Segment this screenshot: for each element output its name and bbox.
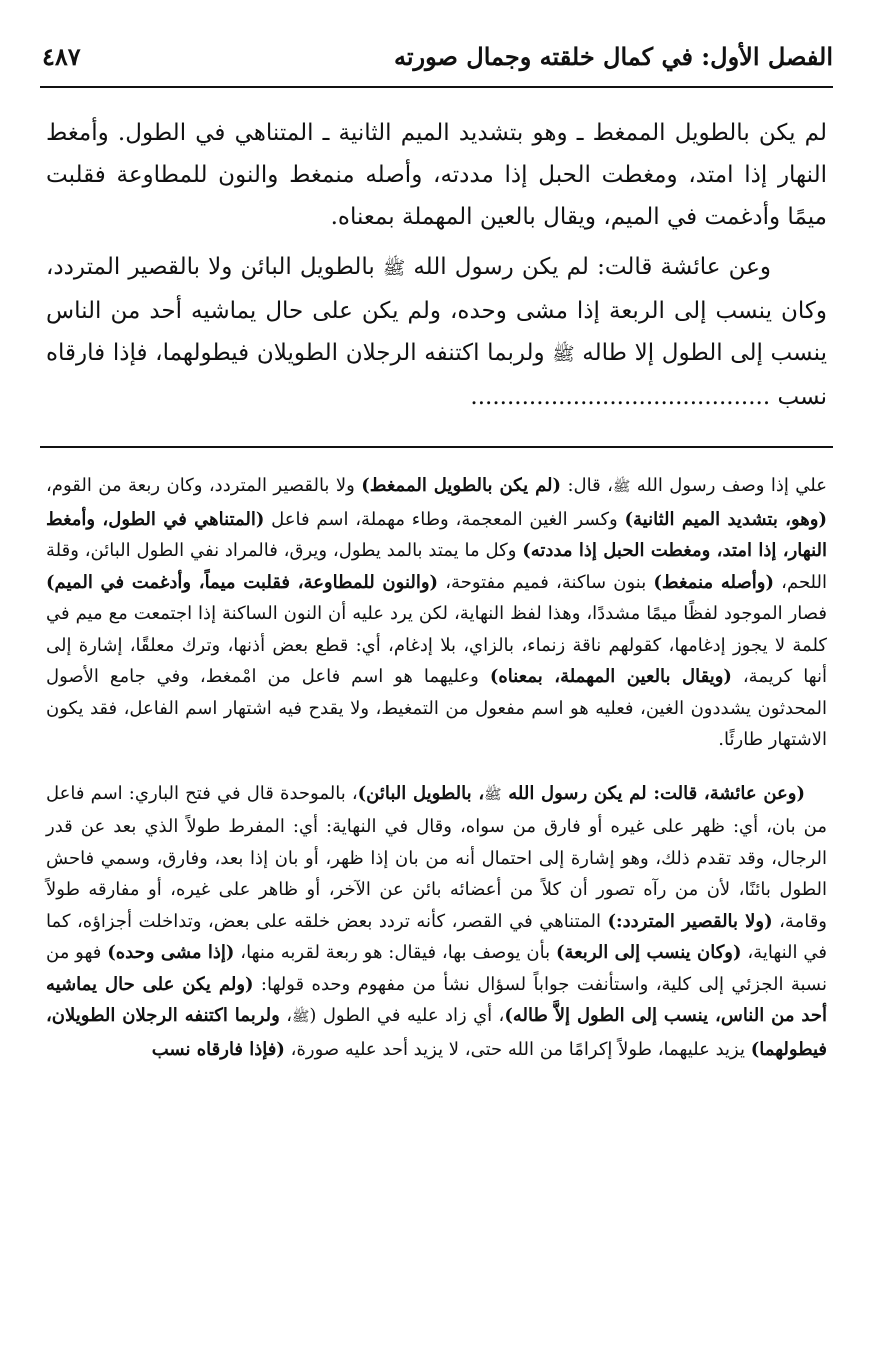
quoted-matn: ولربما اكتنفه الرجلان الطويلان، فيطولهما) — [46, 1005, 827, 1060]
commentary-segment: وكل ما يمتد بالمد يطول، ويرق، فالمراد نفي الطول البائن، وقلة اللحم، — [46, 540, 828, 593]
salla-ligature: ﷺ — [552, 344, 575, 365]
hadith-text — [46, 112, 827, 418]
commentary-segment: المتناهي في القصر، كأنه تردد بعض خلقه على بعض، وتداخلت أجزاؤه، كما في النهاية، — [46, 910, 827, 963]
commentary-paragraph-1 — [46, 470, 827, 756]
commentary-segment: ، أي زاد عليه في الطول ( — [309, 1005, 505, 1026]
quoted-matn: (وأصله منمغط) — [653, 571, 774, 593]
commentary-segment: وعليهما هو اسم فاعل من امْمغط، وفي جامع الأصول المحدثون يشددون الغين، فعليه هو اسم مفعول من التمغيط، ولا يقدح فيه اشتهار اسم الفاعل، فقد يكون الاشتهار طارئًا. — [46, 666, 827, 750]
commentary-paragraph-2 — [46, 778, 827, 1066]
main-text-segment: وعن عائشة قالت: لم يكن رسول الله — [405, 254, 771, 280]
commentary-segment: ولا بالقصير المتردد، وكان ربعة من القوم، — [46, 475, 362, 496]
commentary-segment: فهو من نسبة الجزئي إلى كلية، واستأنفت جواباً لسؤال نشأ من مفهوم وحده قولها: — [46, 942, 827, 995]
commentary-segment: ، بالموحدة قال في فتح الباري: اسم فاعل من بان، أي: ظهر على غيره أو فارق من سواه، وقال في النهاية: أي: المفرط طولاً الذي بعد عن قدر الرجال، وقد تقدم ذلك، وهو إشارة إلى احتمال أنه من بان إذا ظهر، أو بان إذا بعد، وفارق، وسمي فاحش الطول بائنًا، لأن من رآه تصور أن كلاً من أعضائه بائن عن الآخر، أو ظاهر على غيره، أو مفارقه طولاً وقامة، — [46, 782, 828, 932]
main-text-segment: ولربما اكتنفه الرجلان الطويلان فيطولهما، فإذا فارقاه نسب — [46, 340, 827, 410]
commentary-segment: ، — [279, 1005, 293, 1026]
header-divider — [40, 86, 833, 88]
commentary-segment: ، قال: — [561, 475, 613, 496]
quoted-matn: (إذا مشى وحده) — [107, 942, 235, 963]
running-header — [40, 40, 833, 82]
salla-ligature: ﷺ — [484, 786, 502, 803]
commentary-segment: يزيد عليهما، طولاً إكرامًا من الله حتى، لا يزيد أحد عليه صورة، — [284, 1038, 751, 1060]
quoted-matn: (والنون للمطاوعة، فقلبت ميماً، وأدغمت في الميم) — [46, 571, 439, 593]
commentary-segment: فصار الموجود لفظًا ميمًا مشددًا، وهذا لفظ النهاية، لكن يرد عليه أن النون الساكنة إذا اجتمعت مع ميم في كلمة لا يجوز إدغامها، كقولهم ناقة زنماء، بالزاي، بلا إدغام، أي: قطع بعض أذنها، وترك معلقًا، إشارة إلى أنها كريمة، — [46, 603, 827, 687]
commentary-segment: بنون ساكنة، فميم مفتوحة، — [438, 571, 654, 593]
quoted-matn: (لم يكن بالطويل الممغط) — [361, 475, 562, 496]
salla-ligature: ﷺ — [382, 258, 406, 279]
page-number: ٤٨٧ — [42, 42, 81, 71]
salla-ligature: ﷺ — [612, 479, 631, 495]
quoted-matn: (وعن عائشة، قالت: لم يكن رسول الله — [501, 782, 805, 804]
quoted-matn: (ويقال بالعين المهملة، بمعناه) — [489, 666, 732, 687]
main-paragraph-1: لم يكن بالطويل الممغط ـ وهو بتشديد الميم الثانية ـ المتناهي في الطول. وأمغط النهار إذا امتد، ومغطت الحبل إذا مددته، وأصله منمغط والنون للمطاوعة فقلبت ميمًا وأدغمت في الميم، ويقال بالعين المهملة بمعناه. — [46, 120, 827, 230]
chapter-title: الفصل الأول: في كمال خلقته وجمال صورته — [393, 42, 833, 71]
commentary-divider — [40, 446, 833, 448]
quoted-matn: (وهو، بتشديد الميم الثانية) — [624, 508, 827, 530]
commentary-text — [46, 470, 827, 1065]
quoted-matn: ، بالطويل البائن) — [357, 782, 485, 804]
quoted-matn: (فإذا فارقاه نسب — [151, 1038, 285, 1060]
commentary-segment: وكسر الغين المعجمة، وطاء مهملة، اسم فاعل — [264, 508, 625, 530]
quoted-matn: (ولا بالقصير المتردد:) — [607, 910, 773, 932]
continuation-dots: ......................................... — [470, 384, 771, 410]
commentary-segment: بأن يوصف بها، فيقال: هو ربعة لقربه منها، — [234, 942, 556, 963]
salla-ligature: ﷺ — [292, 1009, 310, 1025]
quoted-matn: (وكان ينسب إلى الربعة) — [555, 942, 742, 963]
quoted-matn: (المتناهي في الطول، وأمغط النهار، إذا امتد، ومغطت الحبل إذا مددته) — [46, 508, 827, 561]
quoted-matn: (ولم يكن على حال يماشيه أحد من الناس، ينسب إلى الطول إلاَّ طاله) — [46, 973, 827, 1026]
main-paragraph-2 — [46, 246, 827, 418]
commentary-segment: علي إذا وصف رسول الله — [630, 475, 828, 496]
main-text-segment: بالطويل البائن ولا بالقصير المتردد، وكان ينسب إلى الربعة إذا مشى وحده، ولم يكن على حال يماشيه أحد من الناس ينسب إلى الطول إلا طاله — [46, 254, 827, 366]
